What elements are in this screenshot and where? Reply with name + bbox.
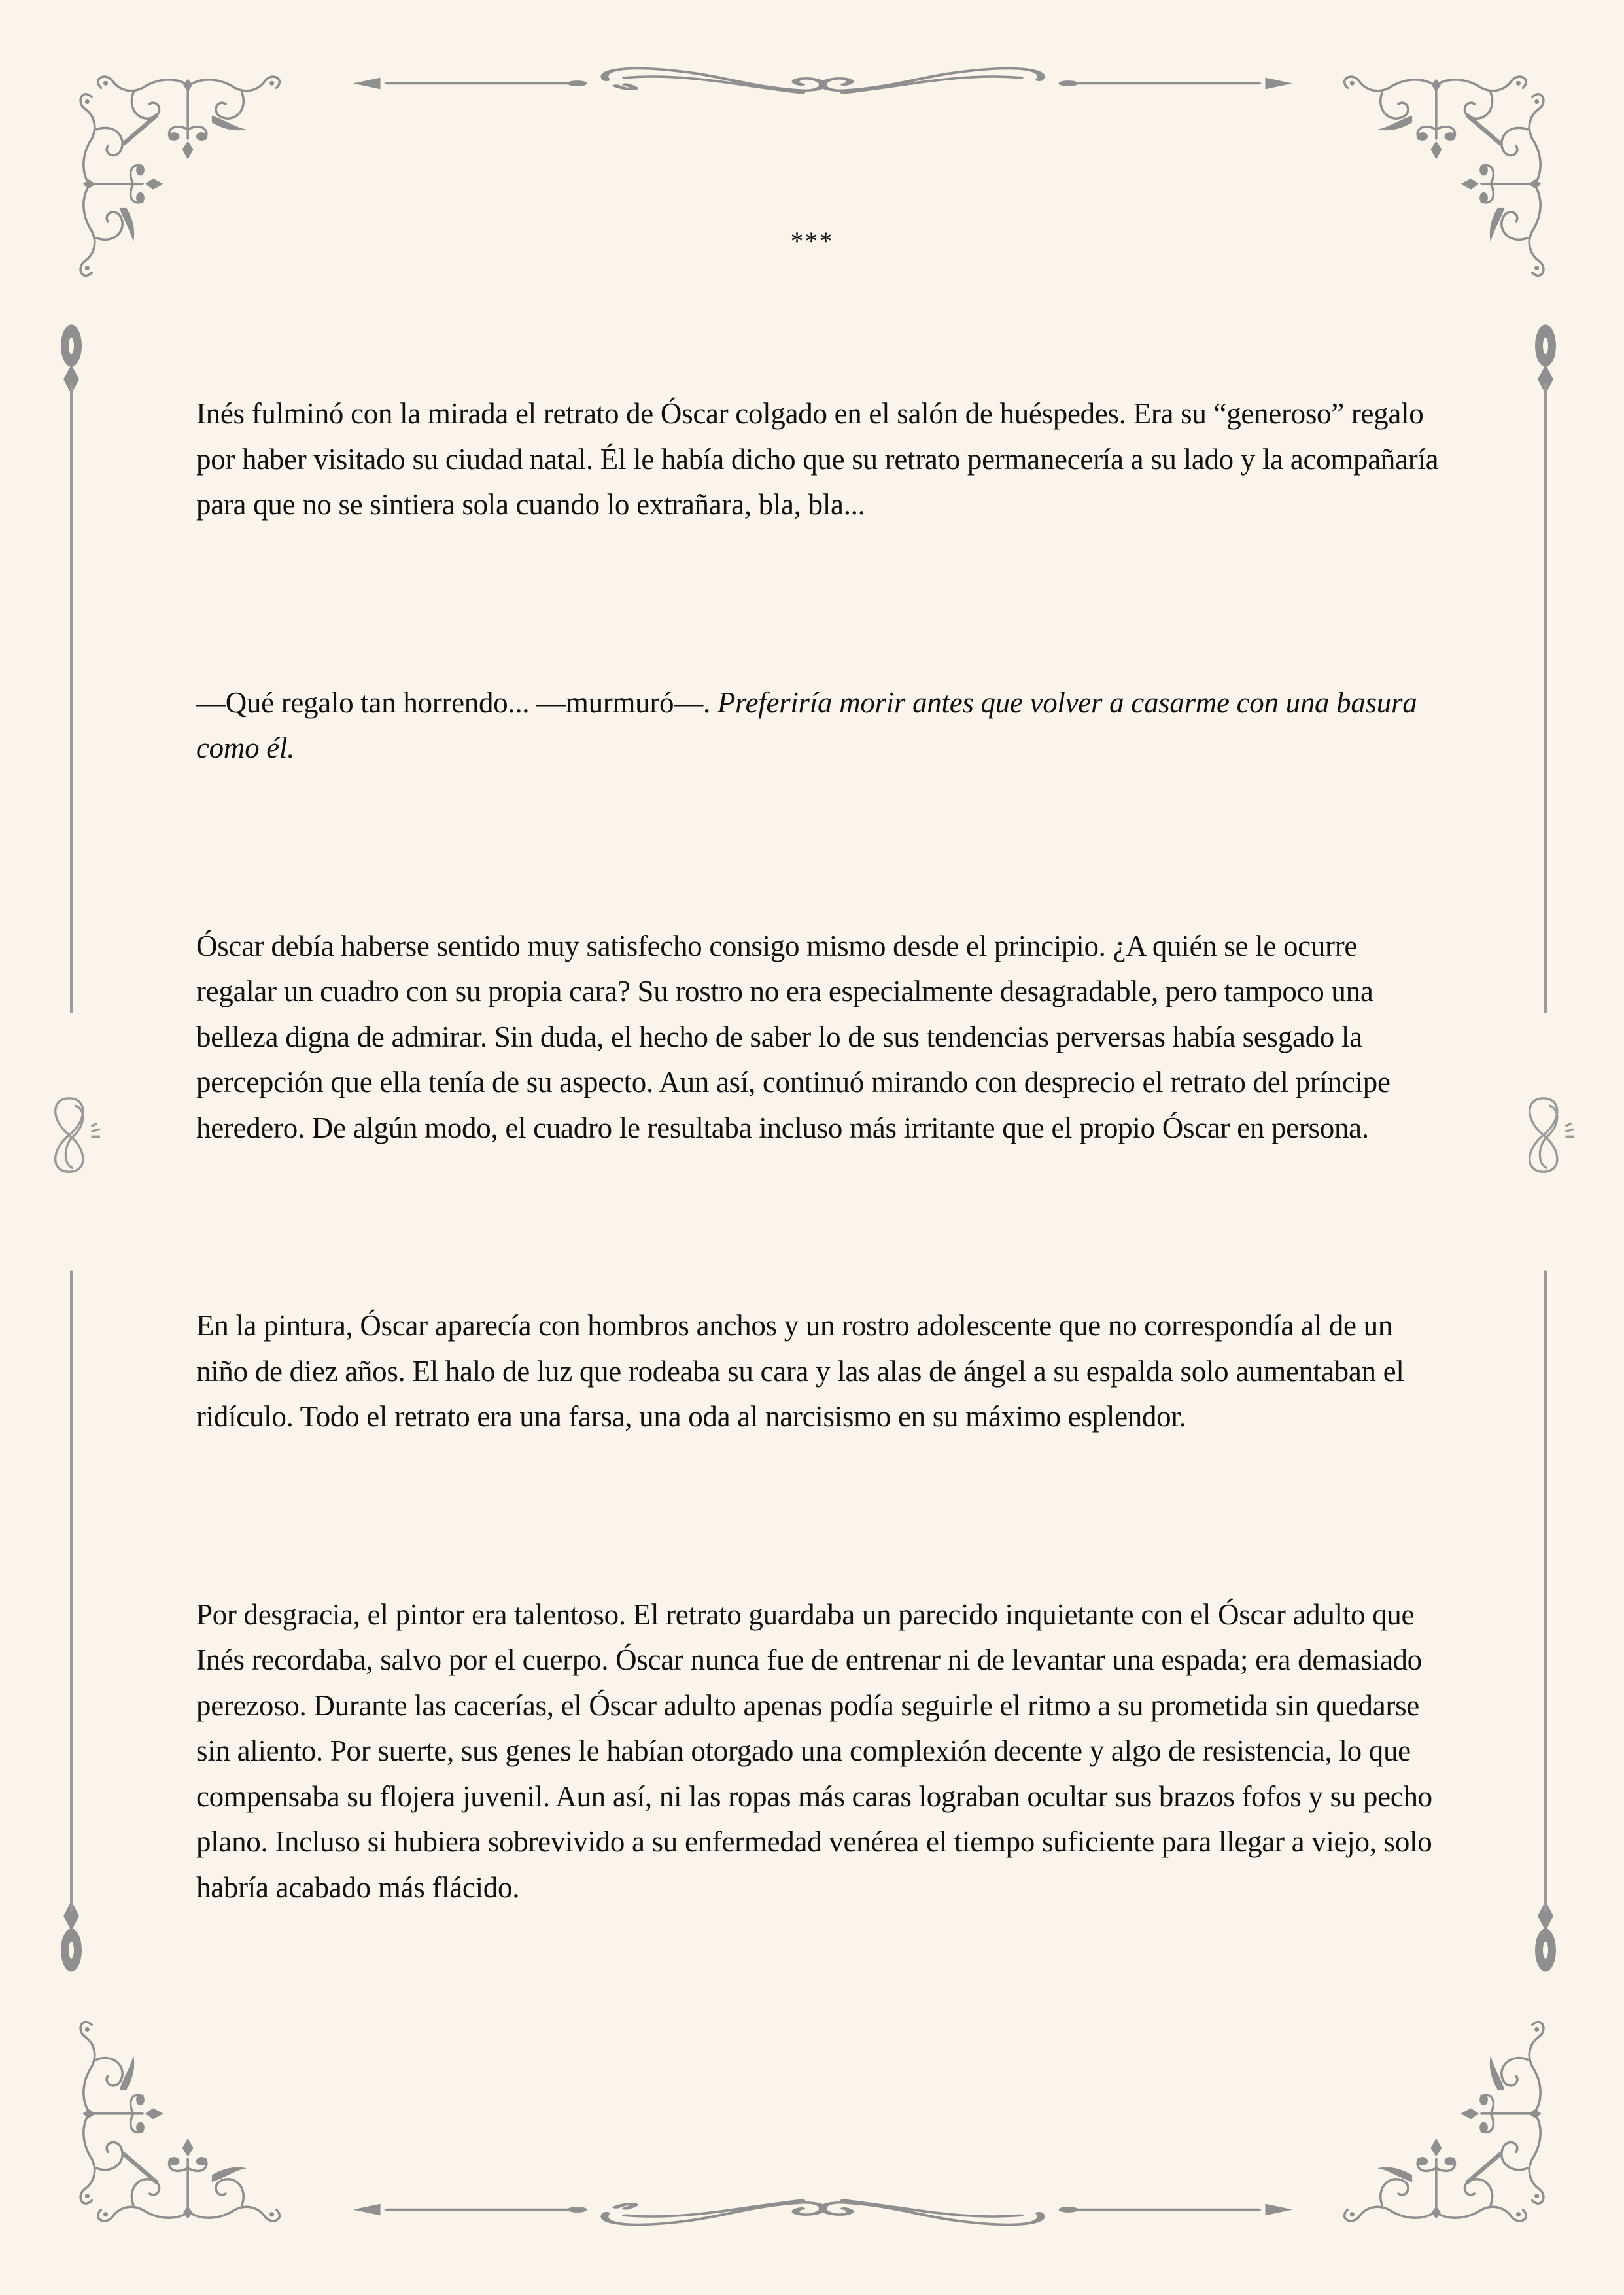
dialogue-thought: Preferiría morir antes que volver a casarme con una basura como él. [196, 686, 1417, 764]
scroll-divider-top [334, 56, 1308, 111]
chapter-body [196, 391, 1439, 2063]
dialogue-spoken: —Qué regalo tan horrendo... —murmuró—. [196, 686, 717, 719]
rod-right-lower [1532, 1250, 1559, 1976]
rod-right-upper [1532, 321, 1559, 1034]
flourish-corner-top-right [1318, 60, 1566, 296]
scene-break: *** [790, 226, 834, 256]
knot-left [47, 1070, 106, 1200]
paragraph-5: Por desgracia, el pintor era talentoso. El retrato guardaba un parecido inquietante con el Óscar adulto que Inés recordaba, salvo por el cuerpo. Óscar nunca fue de entrenar ni de levantar una espada; era demasiado perezoso. Durante las cacerías, el Óscar adulto apenas podía seguirle el ritmo a su prometida sin quedarse sin aliento. Por suerte, sus genes le habían otorgado una complexión decente y algo de resistencia, lo que compensaba su flojera juvenil. Aun así, ni las ropas más caras lograban ocultar sus brazos fofos y su pecho plano. Incluso si hubiera sobrevivido a su enfermedad venérea el tiempo suficiente para llegar a viejo, solo habría acabado más flácido. [196, 1598, 1432, 1904]
paragraph-1: Inés fulminó con la mirada el retrato de Óscar colgado en el salón de huéspedes. Era su “generoso” regalo por haber visitado su ciudad natal. Él le había dicho que su retrato permanecería a su lado y la acompañaría para que no se sintiera sola cuando lo extrañara, bla, bla... [196, 397, 1439, 521]
flourish-corner-top-left [58, 60, 306, 296]
paragraph-3: Óscar debía haberse sentido muy satisfecho consigo mismo desde el principio. ¿A quién se le ocurre regalar un cuadro con su propia cara? Su rostro no era especialmente desagradable, pero tampoco una belleza digna de admirar. Sin duda, el hecho de saber lo de sus tendencias perversas había sesgado la percepción que ella tenía de su aspecto. Aun así, continuó mirando con desprecio el retrato del príncipe heredero. De algún modo, el cuadro le resultaba incluso más irritante que el propio Óscar en persona. [196, 929, 1391, 1144]
paragraph-4: En la pintura, Óscar aparecía con hombros anchos y un rostro adolescente que no correspondía al de un niño de diez años. El halo de luz que rodeaba su cara y las alas de ángel a su espalda solo aumentaban el ridículo. Todo el retrato era una farsa, una oda al narcisismo en su máximo esplendor. [196, 1309, 1404, 1433]
scroll-divider-bottom [334, 2182, 1308, 2237]
paragraph-2-dialogue [196, 680, 1439, 771]
rod-left-lower [58, 1250, 84, 1976]
knot-right [1521, 1070, 1580, 1200]
rod-left-upper [58, 321, 84, 1034]
